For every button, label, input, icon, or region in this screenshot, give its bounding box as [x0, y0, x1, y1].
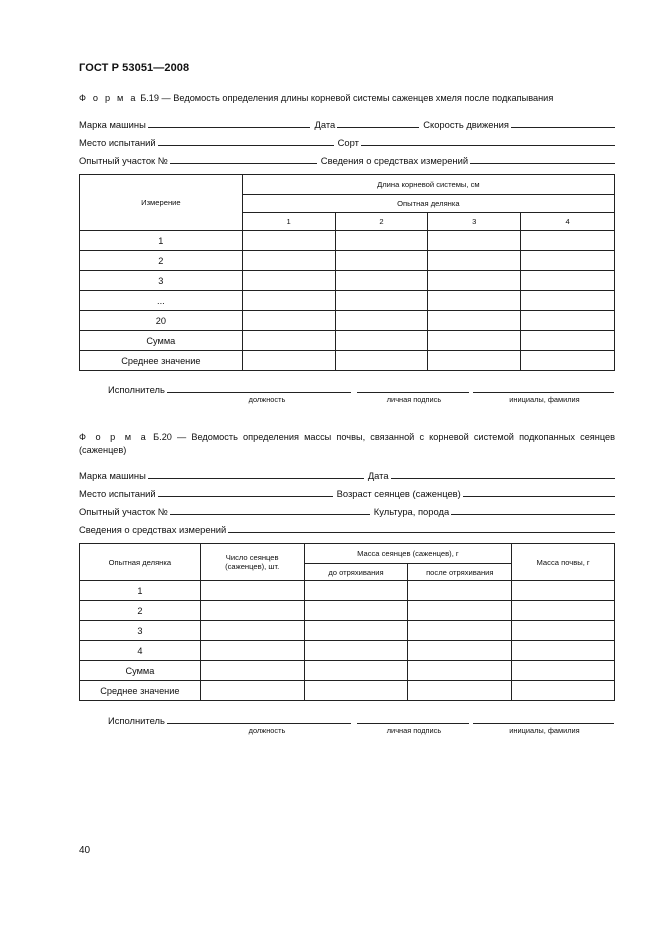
table-cell[interactable]: [428, 251, 521, 271]
speed-field[interactable]: [511, 117, 615, 128]
table-cell[interactable]: [242, 311, 335, 331]
table-cell[interactable]: [335, 271, 428, 291]
position-field[interactable]: [167, 382, 351, 393]
machine-field[interactable]: [148, 468, 364, 479]
culture-label: Культура, порода: [373, 506, 450, 517]
name-caption: инициалы, фамилия: [509, 726, 580, 735]
speed-label: Скорость движения: [423, 119, 509, 130]
place-field[interactable]: [158, 135, 334, 146]
position-field[interactable]: [167, 713, 351, 724]
culture-field[interactable]: [451, 504, 615, 515]
signature-field[interactable]: [357, 382, 469, 393]
form-20-row-3: [79, 503, 615, 517]
machine-label: Марка машины: [79, 470, 146, 481]
table-cell[interactable]: [408, 661, 512, 681]
table-cell[interactable]: [242, 291, 335, 311]
table-cell[interactable]: [512, 601, 615, 621]
table-cell[interactable]: [408, 581, 512, 601]
form-19-table: [79, 174, 615, 371]
table-cell[interactable]: [428, 271, 521, 291]
plot-col-4: 4: [521, 213, 615, 231]
table-cell[interactable]: [200, 641, 304, 661]
table-cell[interactable]: [200, 661, 304, 681]
date-label: Дата: [367, 470, 389, 481]
table-cell[interactable]: [335, 331, 428, 351]
form-19-row-1: [79, 116, 615, 130]
page-number: 40: [79, 845, 91, 856]
table-cell[interactable]: [521, 251, 615, 271]
place-label: Место испытаний: [79, 137, 156, 148]
form-20-title: [79, 431, 615, 457]
age-label: Возраст сеянцев (саженцев): [336, 488, 461, 499]
table-cell[interactable]: [512, 661, 615, 681]
form-20-row-4: [79, 521, 615, 535]
table-row: [80, 311, 615, 331]
table-row: [80, 271, 615, 291]
soil-mass-header: Масса почвы, г: [512, 544, 615, 581]
table-cell[interactable]: [304, 661, 408, 681]
table-row: [80, 641, 615, 661]
table-cell[interactable]: [521, 311, 615, 331]
table-cell[interactable]: [335, 351, 428, 371]
table-row: [80, 661, 615, 681]
table-cell[interactable]: [304, 621, 408, 641]
row-label: 2: [80, 601, 201, 621]
form-19-row-2: [79, 134, 615, 148]
seedling-count-header: Число сеянцев (саженцев), шт.: [200, 544, 304, 581]
position-caption: должность: [248, 726, 286, 735]
row-label: Сумма: [80, 331, 243, 351]
table-row: [80, 681, 615, 701]
table-cell[interactable]: [512, 581, 615, 601]
table-cell[interactable]: [521, 331, 615, 351]
table-row: [80, 601, 615, 621]
position-caption: должность: [248, 395, 286, 404]
row-label: 3: [80, 271, 243, 291]
executor-label: Исполнитель: [108, 715, 165, 726]
machine-field[interactable]: [148, 117, 311, 128]
executor-label: Исполнитель: [108, 384, 165, 395]
table-cell[interactable]: [200, 601, 304, 621]
instruments-label: Сведения о средствах измерений: [320, 155, 469, 166]
row-label: 2: [80, 251, 243, 271]
before-shaking-header: до отряхивания: [304, 564, 408, 581]
table-cell[interactable]: [200, 681, 304, 701]
table-cell[interactable]: [304, 601, 408, 621]
table-cell[interactable]: [408, 641, 512, 661]
table-cell[interactable]: [304, 681, 408, 701]
sort-field[interactable]: [361, 135, 615, 146]
row-label: ...: [80, 291, 243, 311]
form-20-word: Ф о р м а: [79, 432, 148, 442]
row-label: 3: [80, 621, 201, 641]
table-cell[interactable]: [242, 251, 335, 271]
name-field[interactable]: [473, 382, 614, 393]
table-cell[interactable]: [200, 621, 304, 641]
table-cell[interactable]: [512, 621, 615, 641]
table-row: [80, 581, 615, 601]
table-cell[interactable]: [428, 311, 521, 331]
row-label: 20: [80, 311, 243, 331]
row-label: 1: [80, 581, 201, 601]
table-cell[interactable]: [335, 231, 428, 251]
form-19-word: Ф о р м а: [79, 93, 138, 103]
root-length-header: Длина корневой системы, см: [242, 175, 614, 195]
instruments-label: Сведения о средствах измерений: [79, 524, 227, 535]
plot-header: Опытная делянка: [80, 544, 201, 581]
table-cell[interactable]: [428, 231, 521, 251]
table-cell[interactable]: [521, 231, 615, 251]
row-label: 1: [80, 231, 243, 251]
table-cell[interactable]: [304, 641, 408, 661]
name-caption: инициалы, фамилия: [509, 395, 580, 404]
plot-label: Опытный участок №: [79, 155, 168, 166]
table-cell[interactable]: [521, 351, 615, 371]
form-20-table: [79, 543, 615, 701]
plot-field[interactable]: [170, 504, 370, 515]
table-cell[interactable]: [200, 581, 304, 601]
form-19-title-text: Б.19 — Ведомость определения длины корневой системы саженцев хмеля после подкапывания: [140, 93, 554, 103]
plot-label: Опытный участок №: [79, 506, 168, 517]
plot-subheader: Опытная делянка: [242, 195, 614, 213]
table-cell[interactable]: [428, 291, 521, 311]
table-cell[interactable]: [242, 351, 335, 371]
age-field[interactable]: [463, 486, 615, 497]
after-shaking-header: после отряхивания: [408, 564, 512, 581]
table-row: [80, 291, 615, 311]
signature-caption: личная подпись: [386, 726, 442, 735]
standard-header: ГОСТ Р 53051—2008: [79, 62, 190, 74]
form-20-row-2: [79, 485, 615, 499]
plot-field[interactable]: [170, 153, 317, 164]
machine-label: Марка машины: [79, 119, 146, 130]
table-row: [80, 251, 615, 271]
table-cell[interactable]: [304, 581, 408, 601]
table-row: [80, 621, 615, 641]
table-cell[interactable]: [428, 331, 521, 351]
signature-field[interactable]: [357, 713, 469, 724]
place-label: Место испытаний: [79, 488, 156, 499]
row-label: Среднее значение: [80, 351, 243, 371]
form-19-title: [79, 92, 619, 105]
sort-label: Сорт: [337, 137, 359, 148]
form-20-signature: [108, 712, 615, 726]
table-cell[interactable]: [335, 291, 428, 311]
table-cell[interactable]: [521, 291, 615, 311]
table-cell[interactable]: [242, 231, 335, 251]
plot-col-2: 2: [335, 213, 428, 231]
name-field[interactable]: [473, 713, 614, 724]
row-label: Среднее значение: [80, 681, 201, 701]
place-field[interactable]: [158, 486, 333, 497]
table-cell[interactable]: [335, 251, 428, 271]
form-19-signature: [108, 381, 615, 395]
table-cell[interactable]: [408, 621, 512, 641]
measure-header: Измерение: [80, 175, 243, 231]
table-row: [80, 331, 615, 351]
table-cell[interactable]: [335, 311, 428, 331]
signature-caption: личная подпись: [386, 395, 442, 404]
table-cell[interactable]: [408, 681, 512, 701]
table-cell[interactable]: [242, 271, 335, 291]
seedling-mass-header: Масса сеянцев (саженцев), г: [304, 544, 512, 564]
date-field[interactable]: [391, 468, 615, 479]
table-cell[interactable]: [428, 351, 521, 371]
row-label: Сумма: [80, 661, 201, 681]
date-label: Дата: [314, 119, 336, 130]
table-cell[interactable]: [242, 331, 335, 351]
plot-col-3: 3: [428, 213, 521, 231]
table-cell[interactable]: [512, 641, 615, 661]
table-cell[interactable]: [512, 681, 615, 701]
plot-col-1: 1: [242, 213, 335, 231]
form-20-title-text: Б.20 — Ведомость определения массы почвы, связанной с корневой системой подкопанных сеянцев (саженцев): [79, 432, 616, 455]
table-row: [80, 231, 615, 251]
form-20-row-1: [79, 467, 615, 481]
form-19-row-3: [79, 152, 615, 166]
instruments-field[interactable]: [470, 153, 615, 164]
table-row: [80, 351, 615, 371]
instruments-field[interactable]: [228, 522, 615, 533]
date-field[interactable]: [337, 117, 419, 128]
table-cell[interactable]: [521, 271, 615, 291]
row-label: 4: [80, 641, 201, 661]
table-cell[interactable]: [408, 601, 512, 621]
